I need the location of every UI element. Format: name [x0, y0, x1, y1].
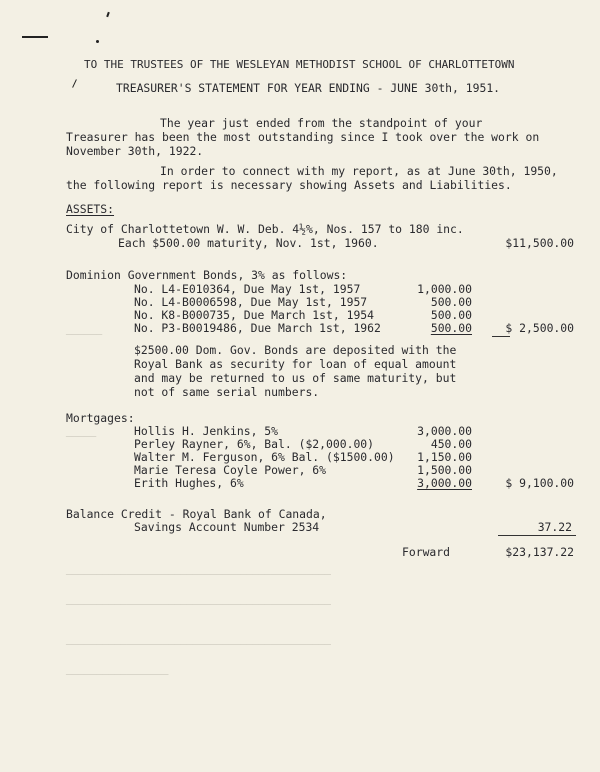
mortgage-row-amount: 3,000.00	[417, 424, 472, 438]
bleed-through-texture: ─────	[66, 432, 97, 443]
intro-p2-line-2: the following report is necessary showing Assets and Liabilities.	[66, 178, 512, 192]
balance-credit-line-1: Balance Credit - Royal Bank of Canada,	[66, 507, 327, 521]
mortgage-row-desc: Hollis H. Jenkins, 5%	[134, 424, 279, 438]
bonds-note-line-3: and may be returned to us of same maturity, but	[134, 371, 457, 385]
heading-line-2: TREASURER'S STATEMENT FOR YEAR ENDING - JUNE 30th, 1951.	[116, 81, 501, 95]
balance-credit-line-2: Savings Account Number 2534	[134, 520, 320, 534]
bond-row-amount: 500.00	[430, 321, 472, 335]
bleed-through-texture: ──────	[66, 330, 103, 341]
balance-credit-total: 37.22	[537, 520, 572, 534]
bonds-note-line-4: not of same serial numbers.	[134, 385, 320, 399]
bonds-note-line-1: $2500.00 Dom. Gov. Bonds are deposited with the	[134, 343, 457, 357]
mortgage-row-desc: Erith Hughes, 6%	[134, 476, 244, 490]
city-debenture-total: $11,500.00	[505, 236, 574, 250]
margin-dash-mark	[22, 36, 48, 38]
mortgage-row-desc: Marie Teresa Coyle Power, 6%	[134, 463, 327, 477]
bleed-through-texture: ────────────────────────────────────────────	[66, 570, 331, 581]
mortgage-row-amount: 3,000.00	[417, 476, 472, 490]
margin-tick-mark	[106, 12, 110, 17]
bond-row-desc: No. P3-B0019486, Due March 1st, 1962	[134, 321, 381, 335]
bleed-through-texture: ─────────────────	[66, 670, 169, 681]
mortgage-row-desc: Walter M. Ferguson, 6% Bal. ($1500.00)	[134, 450, 395, 464]
bleed-through-texture: ────────────────────────────────────────────	[66, 600, 331, 611]
bond-row-amount: 1,000.00	[417, 282, 472, 296]
mortgage-row-amount: 1,150.00	[417, 450, 472, 464]
mortgages-total: $ 9,100.00	[505, 476, 574, 490]
bond-row-amount: 500.00	[430, 295, 472, 309]
mortgage-row-amount: 1,500.00	[417, 463, 472, 477]
margin-tick-mark	[96, 40, 99, 43]
intro-p1-line-3: November 30th, 1922.	[66, 144, 204, 158]
forward-label: Forward	[402, 545, 451, 559]
heading-line-1: TO THE TRUSTEES OF THE WESLEYAN METHODIST SCHOOL OF CHARLOTTETOWN	[84, 58, 515, 71]
city-debenture-line-1: City of Charlottetown W. W. Deb. 4½%, Nos. 157 to 180 inc.	[66, 222, 464, 236]
bond-row-desc: No. L4-E010364, Due May 1st, 1957	[134, 282, 361, 296]
city-debenture-line-2: Each $500.00 maturity, Nov. 1st, 1960.	[118, 236, 379, 250]
intro-p1-line-1: The year just ended from the standpoint of your	[160, 116, 483, 130]
assets-heading: ASSETS:	[66, 202, 115, 216]
margin-tick-mark	[72, 79, 77, 88]
bond-row-desc: No. K8-B000735, Due March 1st, 1954	[134, 308, 375, 322]
mortgage-row-amount: 450.00	[430, 437, 472, 451]
intro-p2-line-1: In order to connect with my report, as at June 30th, 1950,	[160, 164, 558, 178]
dominion-bonds-title: Dominion Government Bonds, 3% as follows:	[66, 268, 348, 282]
mortgage-row-desc: Perley Rayner, 6%, Bal. ($2,000.00)	[134, 437, 375, 451]
forward-total: $23,137.22	[505, 545, 574, 559]
bleed-through-texture: ────────────────────────────────────────────	[66, 640, 331, 651]
bonds-note-line-2: Royal Bank as security for loan of equal amount	[134, 357, 457, 371]
intro-p1-line-2: Treasurer has been the most outstanding since I took over the work on	[66, 130, 540, 144]
total-rule	[492, 336, 510, 337]
dominion-bonds-total: $ 2,500.00	[505, 321, 574, 335]
bond-row-amount: 500.00	[430, 308, 472, 322]
bond-row-desc: No. L4-B0006598, Due May 1st, 1957	[134, 295, 368, 309]
total-rule	[498, 535, 576, 536]
mortgages-title: Mortgages:	[66, 411, 135, 425]
